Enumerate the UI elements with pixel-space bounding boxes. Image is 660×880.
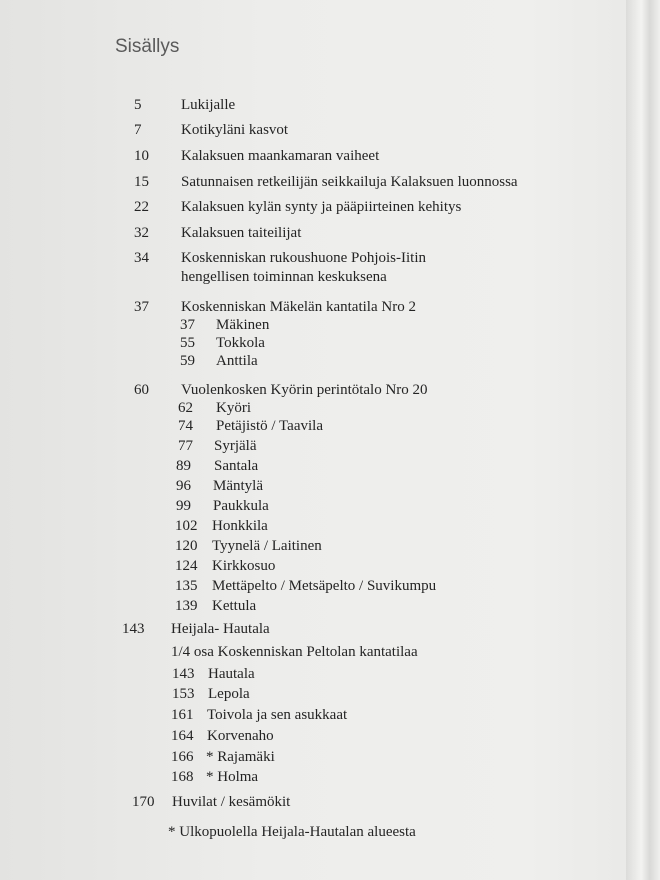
toc-title: Kotikyläni kasvot xyxy=(181,122,289,138)
toc-title: Tyynelä / Laitinen xyxy=(212,538,322,554)
toc-page-number: 99 xyxy=(176,498,191,514)
toc-title: Satunnaisen retkeilijän seikkailuja Kalaksuen luonnossa xyxy=(181,174,518,190)
toc-page-number: 164 xyxy=(171,728,194,744)
toc-page-number: 139 xyxy=(175,598,198,614)
toc-title: Mäkinen xyxy=(216,317,270,333)
toc-page-number: 60 xyxy=(134,382,149,398)
toc-title: Heijala- Hautala xyxy=(171,621,270,637)
footnote: * Ulkopuolella Heijala-Hautalan alueesta xyxy=(168,824,416,840)
toc-page-number: 59 xyxy=(180,353,195,369)
toc-page-number: 34 xyxy=(134,250,149,266)
toc-page-number: 161 xyxy=(171,707,194,723)
toc-page-number: 15 xyxy=(134,174,149,190)
toc-page-number: 74 xyxy=(178,418,193,434)
toc-page-number: 62 xyxy=(178,400,193,416)
toc-title: Kirkkosuo xyxy=(212,558,276,574)
toc-page-number: 22 xyxy=(134,199,149,215)
toc-title: Koskenniskan rukoushuone Pohjois-Iitin xyxy=(181,250,426,266)
toc-title: Koskenniskan Mäkelän kantatila Nro 2 xyxy=(181,299,416,315)
toc-page-number: 96 xyxy=(176,478,191,494)
toc-title: * Rajamäki xyxy=(206,749,275,765)
toc-page-number: 120 xyxy=(175,538,198,554)
toc-title: Syrjälä xyxy=(214,438,257,454)
toc-title: 1/4 osa Koskenniskan Peltolan kantatilaa xyxy=(171,644,418,660)
toc-page-number: 168 xyxy=(171,769,194,785)
toc-title: Vuolenkosken Kyörin perintötalo Nro 20 xyxy=(181,382,428,398)
toc-page-number: 32 xyxy=(134,225,149,241)
toc-page-number: 102 xyxy=(175,518,198,534)
toc-title: Kalaksuen taiteilijat xyxy=(181,225,302,241)
toc-title: Paukkula xyxy=(213,498,269,514)
toc-page-number: 10 xyxy=(134,148,149,164)
toc-title: Lukijalle xyxy=(181,97,236,113)
toc-page-number: 55 xyxy=(180,335,195,351)
toc-page-number: 37 xyxy=(134,299,149,315)
toc-title: Honkkila xyxy=(212,518,268,534)
toc-page-number: 135 xyxy=(175,578,198,594)
toc-title: Tokkola xyxy=(216,335,265,351)
toc-title: Petäjistö / Taavila xyxy=(216,418,323,434)
toc-title: Korvenaho xyxy=(207,728,274,744)
toc-title: Toivola ja sen asukkaat xyxy=(207,707,348,723)
toc-title-continued: hengellisen toiminnan keskuksena xyxy=(181,269,387,285)
toc-title: Anttila xyxy=(216,353,258,369)
toc-page-number: 7 xyxy=(134,122,142,138)
toc-page-number: 89 xyxy=(176,458,191,474)
toc-page-number: 170 xyxy=(132,794,155,810)
toc-page-number: 77 xyxy=(178,438,193,454)
toc-title: Hautala xyxy=(208,666,255,682)
page-edge xyxy=(626,0,660,880)
toc-title: Lepola xyxy=(208,686,250,702)
toc-page-number: 143 xyxy=(172,666,195,682)
toc-title: Mäntylä xyxy=(213,478,263,494)
toc-title: Huvilat / kesämökit xyxy=(172,794,291,810)
toc-page-number: 153 xyxy=(172,686,195,702)
toc-title: Santala xyxy=(214,458,259,474)
toc-title: Kalaksuen maankamaran vaiheet xyxy=(181,148,380,164)
toc-title: * Holma xyxy=(206,769,259,785)
toc-page-number: 166 xyxy=(171,749,194,765)
toc-page-number: 5 xyxy=(134,97,142,113)
toc-page-number: 37 xyxy=(180,317,195,333)
toc-title: Kettula xyxy=(212,598,257,614)
toc-title: Mettäpelto / Metsäpelto / Suvikumpu xyxy=(212,578,437,594)
toc-page-number: 124 xyxy=(175,558,198,574)
toc-title: Kyöri xyxy=(216,400,251,416)
toc-title: Kalaksuen kylän synty ja pääpiirteinen kehitys xyxy=(181,199,462,215)
toc-page-number: 143 xyxy=(122,621,145,637)
page-title: Sisällys xyxy=(115,36,180,57)
